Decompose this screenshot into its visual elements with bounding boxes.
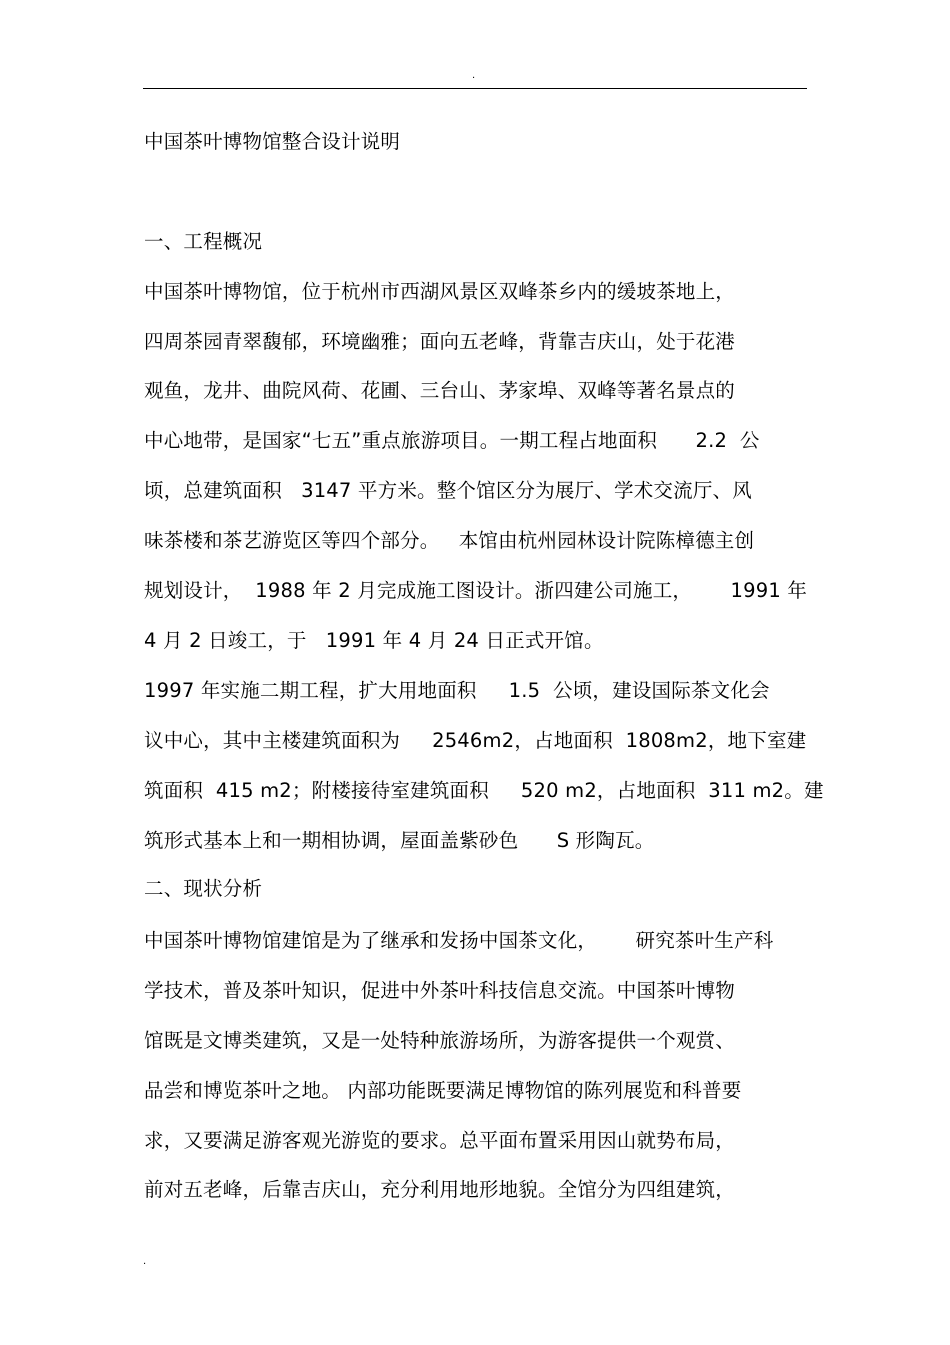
text-line: 中心地带，是国家“七五”重点旅游项目。一期工程占地面积 2.2 公 bbox=[144, 429, 760, 452]
text-line: 顷，总建筑面积 3147 平方米。整个馆区分为展厅、学术交流厅、风 bbox=[144, 479, 752, 502]
document-title: 中国茶叶博物馆整合设计说明 bbox=[144, 130, 401, 153]
text-line: 四周茶园青翠馥郁，环境幽雅；面向五老峰，背靠吉庆山，处于花港 bbox=[144, 330, 736, 353]
text-line: 品尝和博览茶叶之地。 内部功能既要满足博物馆的陈列展览和科普要 bbox=[144, 1079, 742, 1102]
section-heading: 一、工程概况 bbox=[144, 230, 263, 253]
text-line: 议中心，其中主楼建筑面积为 2546m2，占地面积 1808m2，地下室建 bbox=[144, 729, 807, 752]
text-line: 学技术，普及茶叶知识，促进中外茶叶科技信息交流。中国茶叶博物 bbox=[144, 979, 736, 1002]
text-line: 1997 年实施二期工程，扩大用地面积 1.5 公顷，建设国际茶文化会 bbox=[144, 679, 770, 702]
text-line: 中国茶叶博物馆建馆是为了继承和发扬中国茶文化， 研究茶叶生产科 bbox=[144, 929, 774, 952]
text-line: 味茶楼和茶艺游览区等四个部分。 本馆由杭州园林设计院陈樟德主创 bbox=[144, 529, 755, 552]
text-line: 筑面积 415 m2；附楼接待室建筑面积 520 m2，占地面积 311 m2。建 bbox=[144, 779, 824, 802]
footer-dot: . bbox=[143, 1256, 147, 1267]
header-rule bbox=[143, 88, 807, 89]
text-line: 中国茶叶博物馆，位于杭州市西湖风景区双峰茶乡内的缓坡茶地上， bbox=[144, 280, 736, 303]
text-line: 4 月 2 日竣工，于 1991 年 4 月 24 日正式开馆。 bbox=[144, 629, 604, 652]
text-line: 馆既是文博类建筑，又是一处特种旅游场所，为游客提供一个观赏、 bbox=[144, 1029, 736, 1052]
text-line: 求，又要满足游客观光游览的要求。总平面布置采用因山就势布局， bbox=[144, 1129, 736, 1152]
text-line: 筑形式基本上和一期相协调，屋面盖紫砂色 S 形陶瓦。 bbox=[144, 829, 655, 852]
text-line: 规划设计， 1988 年 2 月完成施工图设计。浙四建公司施工， 1991 年 bbox=[144, 579, 808, 602]
section-heading: 二、现状分析 bbox=[144, 877, 263, 900]
text-line: 前对五老峰，后靠吉庆山，充分利用地形地貌。全馆分为四组建筑， bbox=[144, 1178, 736, 1201]
text-line: 观鱼，龙井、曲院风荷、花圃、三台山、茅家埠、双峰等著名景点的 bbox=[144, 379, 736, 402]
header-dot: . bbox=[472, 70, 476, 81]
